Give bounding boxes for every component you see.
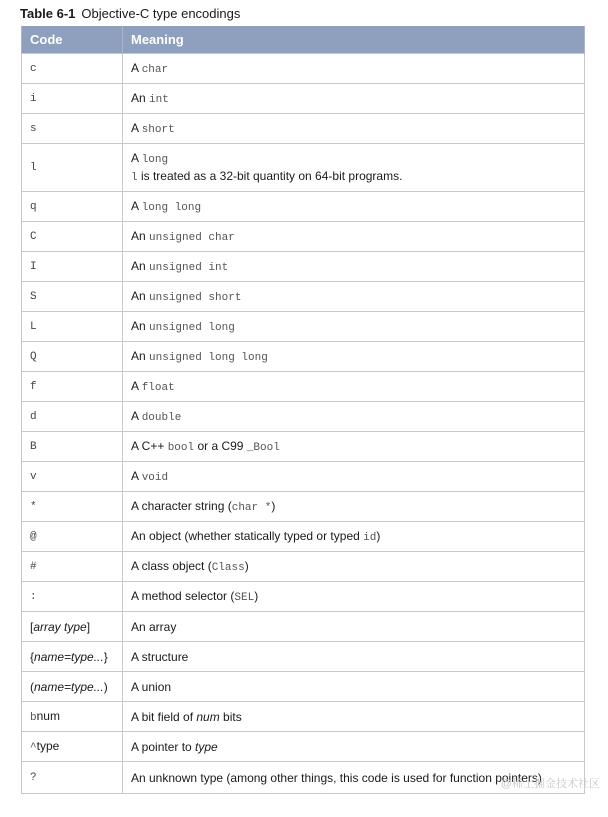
code-cell: f: [22, 372, 123, 402]
table-row: [22, 432, 585, 462]
code-cell: @: [22, 522, 123, 552]
table-row: [22, 312, 585, 342]
header-meaning: Meaning: [123, 26, 585, 54]
watermark: @稀土掘金技术社区: [500, 778, 600, 790]
table-row: [22, 672, 585, 702]
meaning-cell: A character string (char *): [123, 492, 585, 522]
meaning-cell: A method selector (SEL): [123, 582, 585, 612]
meaning-cell: A pointer to type: [123, 732, 585, 762]
table-row: [22, 492, 585, 522]
meaning-cell: An unsigned short: [123, 282, 585, 312]
meaning-cell: A short: [123, 114, 585, 144]
meaning-cell: A long long: [123, 192, 585, 222]
code-cell: I: [22, 252, 123, 282]
table-row: [22, 192, 585, 222]
code-cell: ^type: [22, 732, 123, 762]
meaning-cell: A long l is treated as a 32-bit quantity on 64-bit programs.: [123, 144, 585, 192]
code-cell: s: [22, 114, 123, 144]
code-cell: q: [22, 192, 123, 222]
table-row: [22, 702, 585, 732]
table-row: [22, 222, 585, 252]
code-cell: L: [22, 312, 123, 342]
meaning-cell: A void: [123, 462, 585, 492]
table-row: [22, 114, 585, 144]
meaning-cell: A bit field of num bits: [123, 702, 585, 732]
meaning-cell: A structure: [123, 642, 585, 672]
meaning-cell: A class object (Class): [123, 552, 585, 582]
code-cell: [array type]: [22, 612, 123, 642]
code-cell: *: [22, 492, 123, 522]
meaning-cell: An int: [123, 84, 585, 114]
table-row: [22, 552, 585, 582]
table-number: Table 6-1: [20, 6, 76, 21]
code-cell: i: [22, 84, 123, 114]
table-row: [22, 342, 585, 372]
meaning-cell: A union: [123, 672, 585, 702]
table-row: [22, 732, 585, 762]
code-cell: C: [22, 222, 123, 252]
code-cell: v: [22, 462, 123, 492]
table-row: [22, 372, 585, 402]
code-cell: (name=type...): [22, 672, 123, 702]
table-title: Objective-C type encodings: [81, 6, 241, 21]
code-cell: :: [22, 582, 123, 612]
meaning-cell: An unknown type (among other things, this code is used for function pointers): [123, 762, 585, 794]
code-cell: l: [22, 144, 123, 192]
code-cell: d: [22, 402, 123, 432]
table-row: [22, 522, 585, 552]
meaning-cell: A double: [123, 402, 585, 432]
code-cell: ?: [22, 762, 123, 794]
meaning-cell: A C++ bool or a C99 _Bool: [123, 432, 585, 462]
table-row: [22, 282, 585, 312]
table-row: [22, 54, 585, 84]
type-encodings-table: [21, 26, 585, 794]
code-cell: B: [22, 432, 123, 462]
code-cell: Q: [22, 342, 123, 372]
table-row: [22, 582, 585, 612]
meaning-cell: A float: [123, 372, 585, 402]
note-text: is treated as a 32-bit quantity on 64-bit programs.: [137, 168, 403, 183]
header-code: Code: [22, 26, 123, 54]
note-code: l: [131, 171, 138, 184]
code-cell: c: [22, 54, 123, 84]
meaning-cell: An unsigned char: [123, 222, 585, 252]
code-cell: {name=type...}: [22, 642, 123, 672]
table-row: [22, 612, 585, 642]
meaning-cell: An unsigned long: [123, 312, 585, 342]
meaning-cell: A char: [123, 54, 585, 84]
table-row: [22, 252, 585, 282]
table-row: [22, 84, 585, 114]
code-cell: bnum: [22, 702, 123, 732]
table-row: [22, 462, 585, 492]
code-cell: #: [22, 552, 123, 582]
meaning-cell: An unsigned long long: [123, 342, 585, 372]
table-header-row: [22, 26, 585, 54]
table-row: [22, 144, 585, 192]
meaning-cell: An unsigned int: [123, 252, 585, 282]
table-row: [22, 402, 585, 432]
table-row: [22, 642, 585, 672]
code-cell: S: [22, 282, 123, 312]
table-caption: [20, 6, 240, 21]
meaning-cell: An array: [123, 612, 585, 642]
meaning-cell: An object (whether statically typed or typed id): [123, 522, 585, 552]
